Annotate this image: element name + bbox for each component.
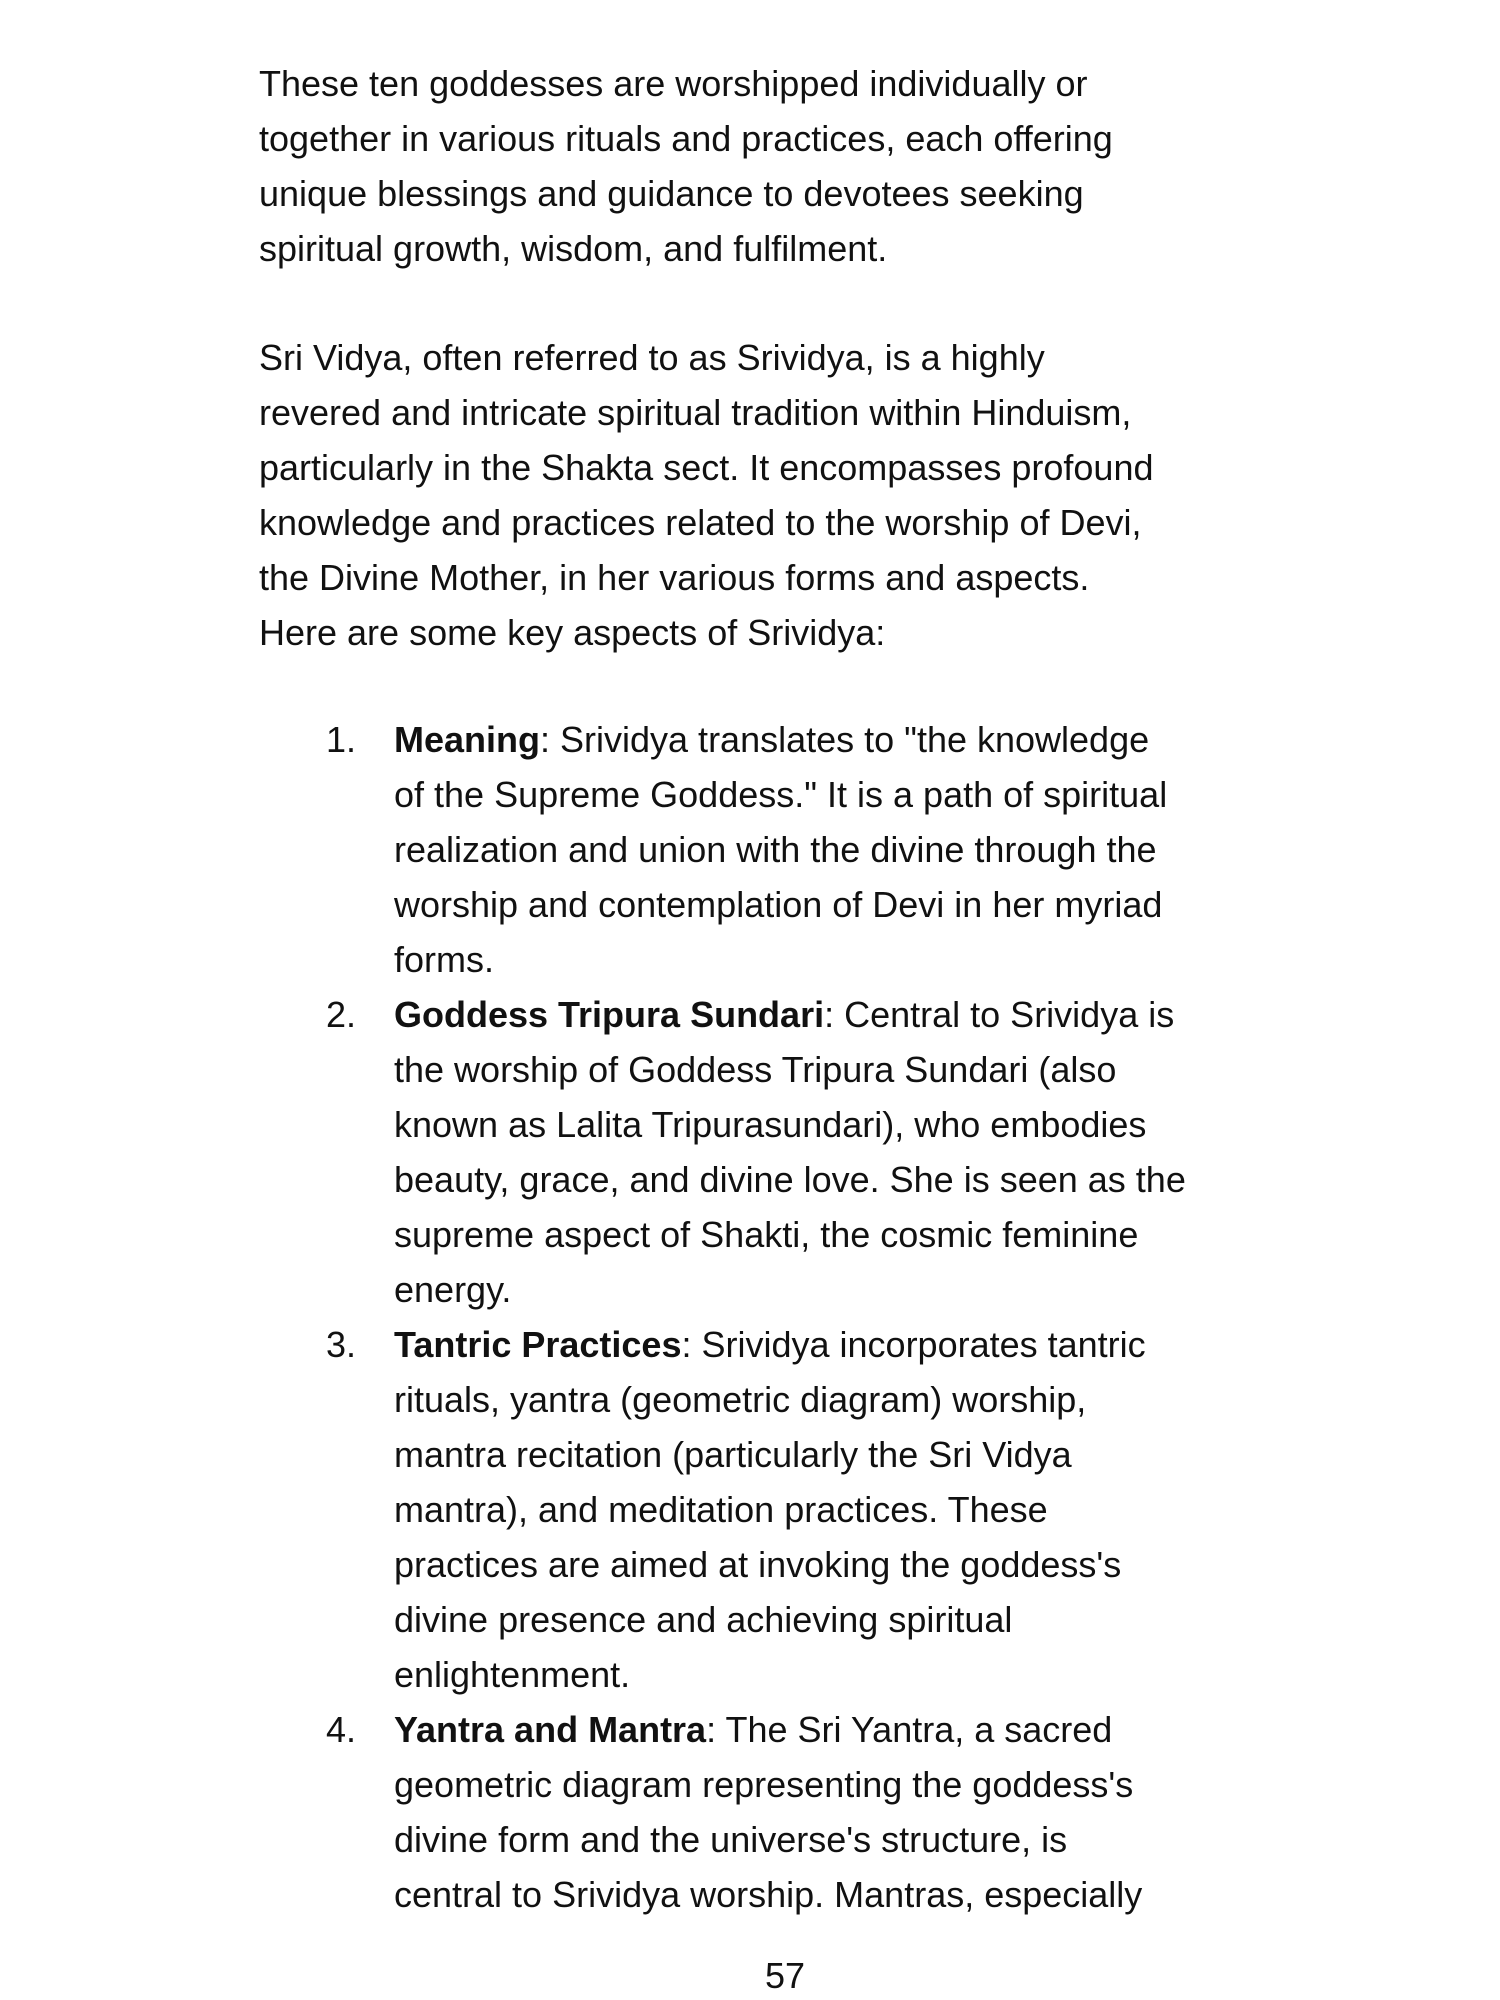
text-line: enlightenment. xyxy=(394,1654,631,1695)
text-line: divine form and the universe's structure, is xyxy=(394,1819,1068,1860)
text-line: Here are some key aspects of Srividya: xyxy=(259,612,886,653)
list-item-text xyxy=(394,1702,1186,1922)
paragraph-ten-goddesses xyxy=(259,56,1113,276)
text-line: beauty, grace, and divine love. She is seen as the xyxy=(394,1159,1186,1200)
text-line: central to Srividya worship. Mantras, especially xyxy=(394,1874,1143,1915)
text-line xyxy=(394,987,1186,1042)
text-line xyxy=(394,1702,1186,1757)
list-number: 1. xyxy=(326,719,357,760)
text-line: together in various rituals and practices, each offering xyxy=(259,118,1113,159)
text-line: mantra recitation (particularly the Sri Vidya xyxy=(394,1434,1072,1475)
text-line: the Divine Mother, in her various forms and aspects. xyxy=(259,557,1090,598)
text-line: of the Supreme Goddess." It is a path of spiritual xyxy=(394,774,1168,815)
list-item-term: Meaning xyxy=(394,719,541,760)
list-item xyxy=(326,1317,1186,1702)
text-line: mantra), and meditation practices. These xyxy=(394,1489,1048,1530)
list-number: 2. xyxy=(326,994,357,1035)
text-line: energy. xyxy=(394,1269,512,1310)
list-item-first-line: : The Sri Yantra, a sacred xyxy=(706,1709,1113,1750)
text-line: practices are aimed at invoking the goddess's xyxy=(394,1544,1122,1585)
paragraph-sri-vidya-intro xyxy=(259,330,1153,660)
text-line: the worship of Goddess Tripura Sundari (also xyxy=(394,1049,1117,1090)
list-item-text xyxy=(394,1317,1186,1702)
list-item-first-line: : Srividya translates to "the knowledge xyxy=(540,719,1150,760)
list-item xyxy=(326,712,1186,987)
srividya-aspects-list xyxy=(326,712,1186,1922)
text-line: rituals, yantra (geometric diagram) worship, xyxy=(394,1379,1087,1420)
list-item-text xyxy=(394,987,1186,1317)
text-line: knowledge and practices related to the worship of Devi, xyxy=(259,502,1142,543)
text-line: Sri Vidya, often referred to as Srividya, is a highly xyxy=(259,337,1045,378)
list-item-term: Tantric Practices xyxy=(394,1324,682,1365)
text-line: known as Lalita Tripurasundari), who embodies xyxy=(394,1104,1147,1145)
text-line: revered and intricate spiritual tradition within Hinduism, xyxy=(259,392,1132,433)
text-line: particularly in the Shakta sect. It encompasses profound xyxy=(259,447,1154,488)
text-line: unique blessings and guidance to devotees seeking xyxy=(259,173,1084,214)
text-line: forms. xyxy=(394,939,495,980)
text-line: supreme aspect of Shakti, the cosmic feminine xyxy=(394,1214,1139,1255)
list-number: 3. xyxy=(326,1324,357,1365)
text-line: spiritual growth, wisdom, and fulfilment. xyxy=(259,228,888,269)
list-item-text xyxy=(394,712,1186,987)
list-number: 4. xyxy=(326,1709,357,1750)
text-line: geometric diagram representing the goddess's xyxy=(394,1764,1134,1805)
text-line: divine presence and achieving spiritual xyxy=(394,1599,1013,1640)
text-line xyxy=(394,712,1186,767)
list-item-first-line: : Srividya incorporates tantric xyxy=(681,1324,1146,1365)
list-item-term: Yantra and Mantra xyxy=(394,1709,707,1750)
page-number: 57 xyxy=(764,1955,806,1996)
list-item-term: Goddess Tripura Sundari xyxy=(394,994,825,1035)
text-line: These ten goddesses are worshipped individually or xyxy=(259,63,1088,104)
text-line xyxy=(394,1317,1186,1372)
list-item-first-line: : Central to Srividya is xyxy=(824,994,1175,1035)
text-line: realization and union with the divine through the xyxy=(394,829,1157,870)
text-line: worship and contemplation of Devi in her myriad xyxy=(394,884,1163,925)
list-item xyxy=(326,987,1186,1317)
list-item xyxy=(326,1702,1186,1922)
